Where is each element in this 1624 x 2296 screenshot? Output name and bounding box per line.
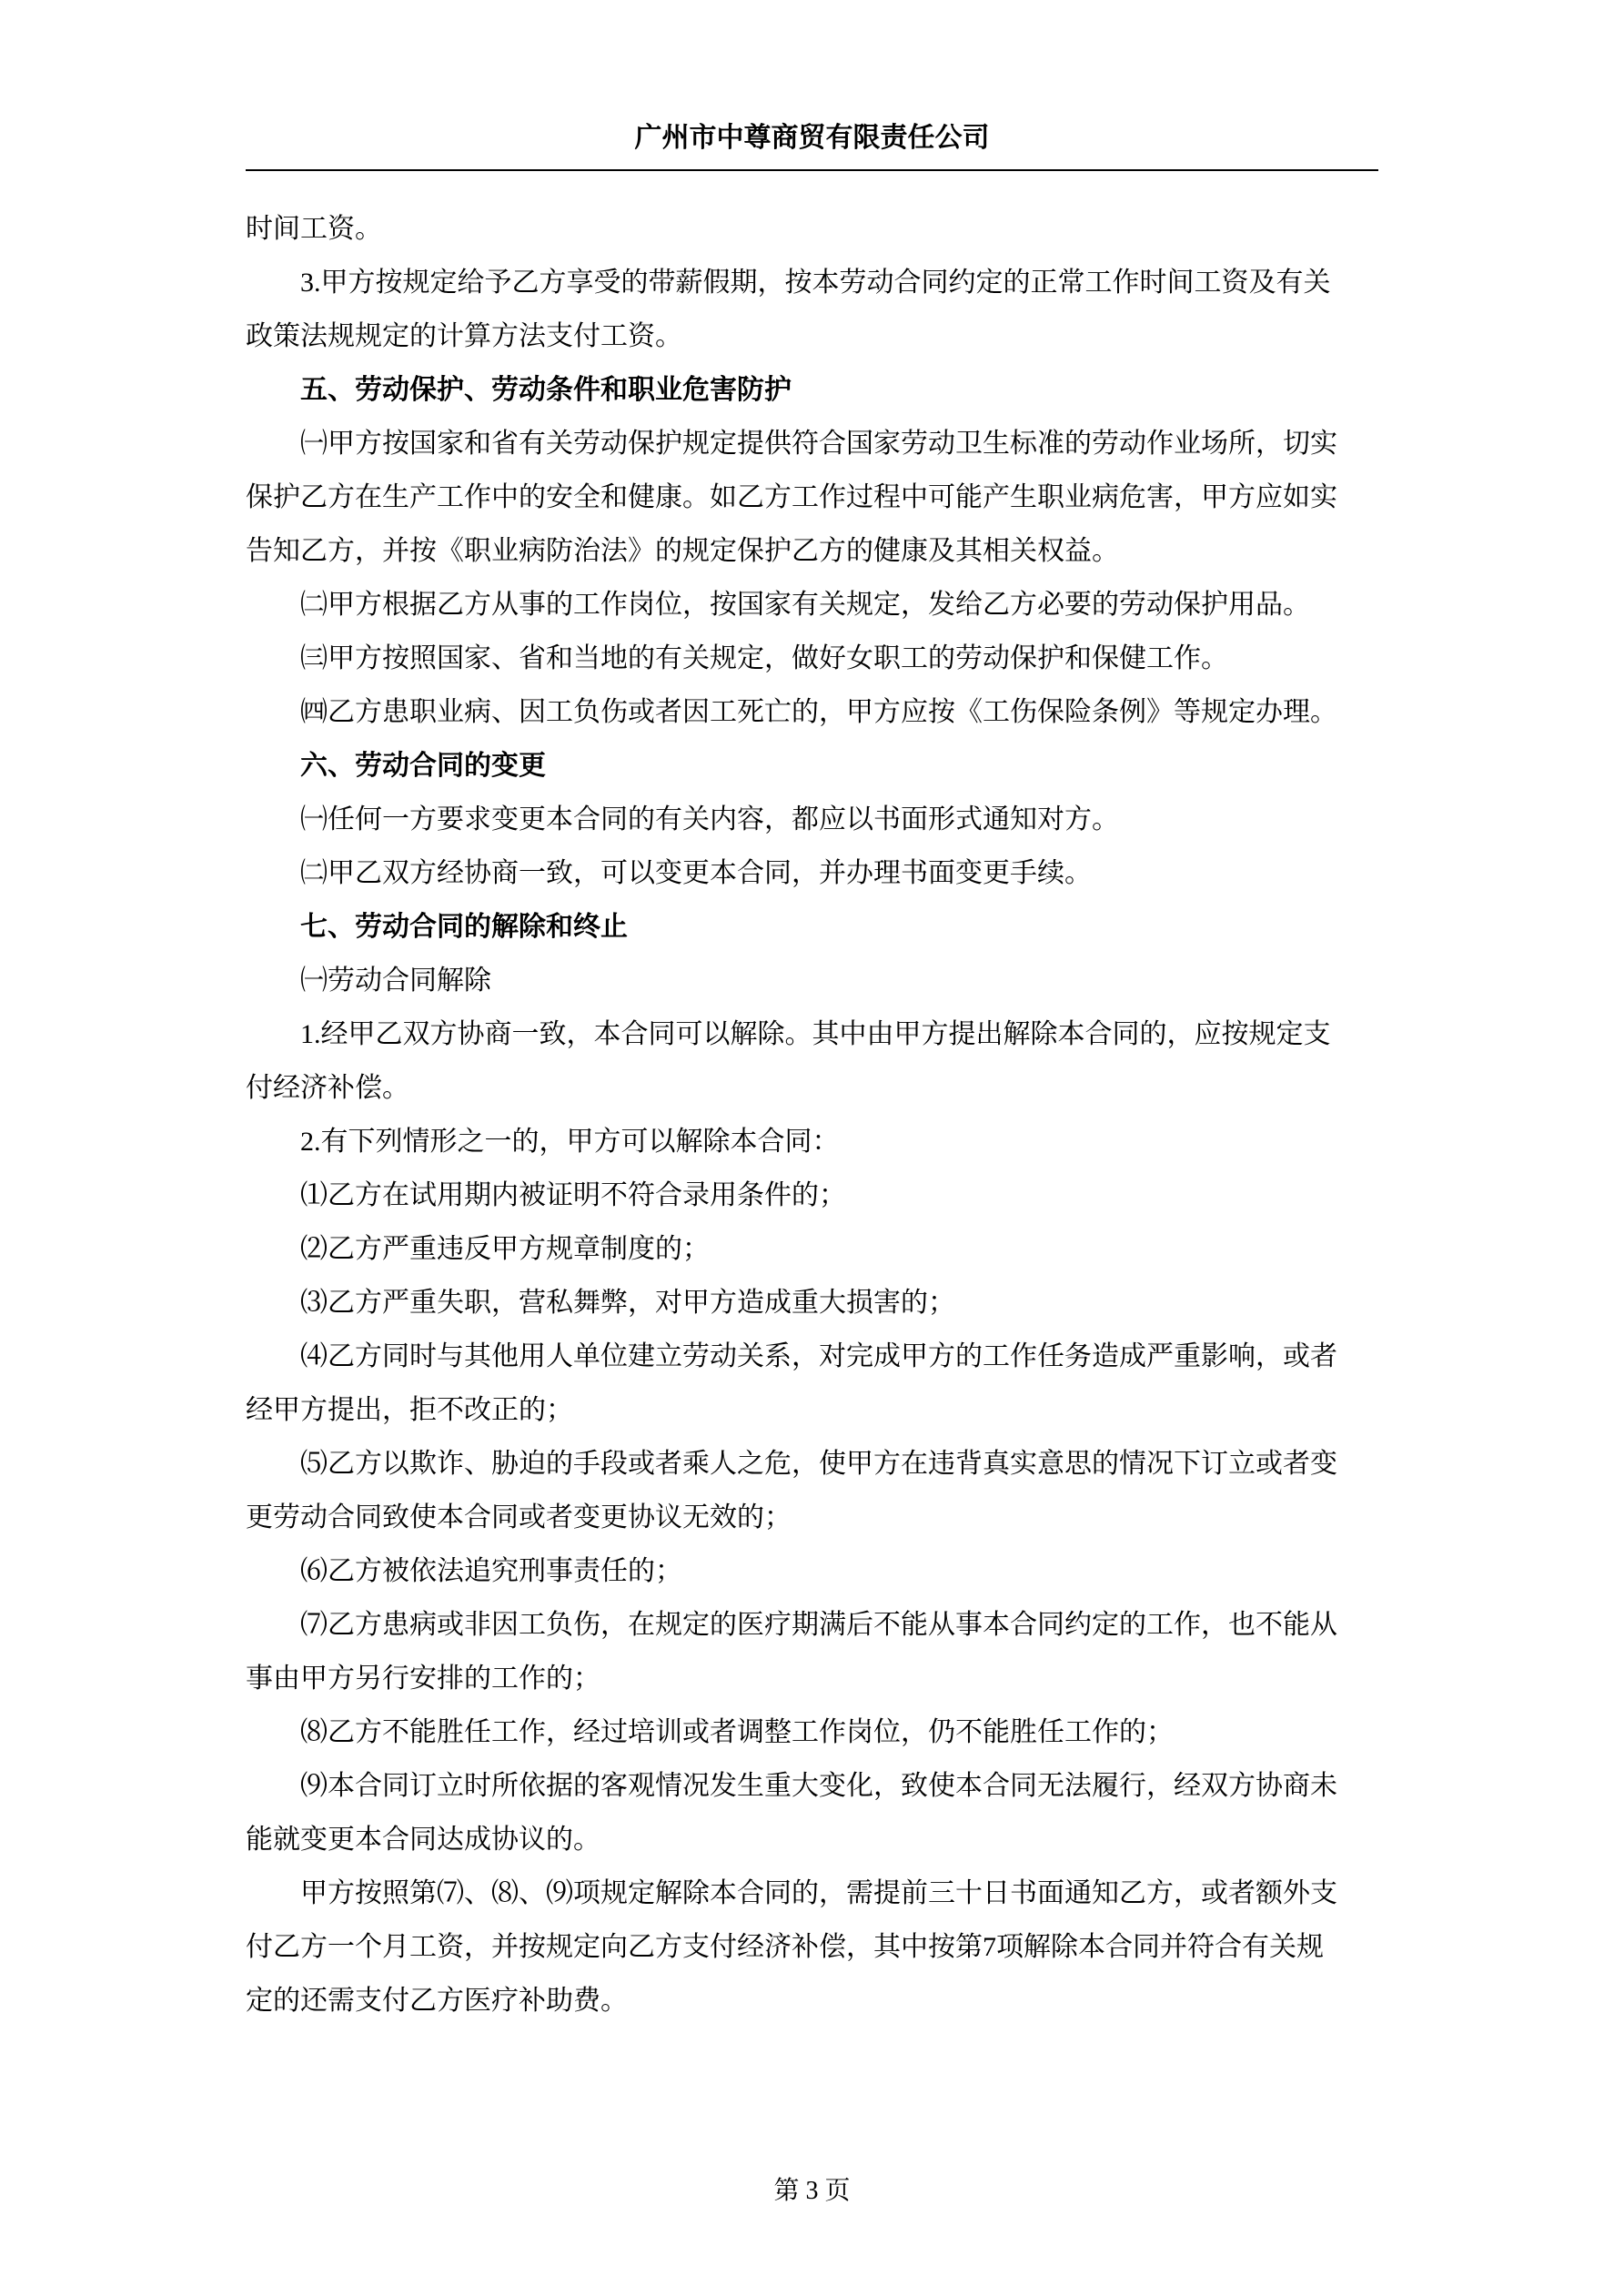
document-line: 1.经甲乙双方协商一致，本合同可以解除。其中由甲方提出解除本合同的，应按规定支: [300, 1019, 1331, 1049]
document-line: 付经济补偿。: [246, 1073, 409, 1103]
document-line: 3.甲方按规定给予乙方享受的带薪假期，按本劳动合同约定的正常工作时间工资及有关: [300, 268, 1331, 298]
document-line: 付乙方一个月工资，并按规定向乙方支付经济补偿，其中按第7项解除本合同并符合有关规: [246, 1932, 1324, 1962]
document-line: ⑷乙方同时与其他用人单位建立劳动关系，对完成甲方的工作任务造成严重影响，或者: [300, 1341, 1337, 1371]
document-line: 经甲方提出，拒不改正的；: [246, 1395, 573, 1425]
document-line: ⑺乙方患病或非因工负伤，在规定的医疗期满后不能从事本合同约定的工作，也不能从: [300, 1610, 1337, 1640]
document-line: ⑸乙方以欺诈、胁迫的手段或者乘人之危，使甲方在违背真实意思的情况下订立或者变: [300, 1449, 1337, 1479]
document-line: ⑼本合同订立时所依据的客观情况发生重大变化，致使本合同无法履行，经双方协商未: [300, 1771, 1337, 1801]
document-line: ㈡甲方根据乙方从事的工作岗位，按国家有关规定，发给乙方必要的劳动保护用品。: [300, 590, 1310, 620]
document-line: 七、劳动合同的解除和终止: [300, 912, 628, 942]
document-line: ⑹乙方被依法追究刑事责任的；: [300, 1556, 682, 1586]
document-line: ㈢甲方按照国家、省和当地的有关规定，做好女职工的劳动保护和保健工作。: [300, 643, 1228, 673]
document-line: ㈠劳动合同解除: [300, 966, 491, 996]
document-body: [246, 202, 1378, 2028]
document-line: ㈡甲乙双方经协商一致，可以变更本合同，并办理书面变更手续。: [300, 858, 1092, 888]
document-line: ㈣乙方患职业病、因工负伤或者因工死亡的，甲方应按《工伤保险条例》等规定办理。: [300, 697, 1337, 727]
document-line: 政策法规规定的计算方法支付工资。: [246, 321, 682, 351]
document-line: 六、劳动合同的变更: [300, 751, 546, 781]
document-line: 定的还需支付乙方医疗补助费。: [246, 1986, 628, 2016]
document-line: ⑴乙方在试用期内被证明不符合录用条件的；: [300, 1180, 846, 1210]
page-number: 第 3 页: [773, 2177, 851, 2205]
document-line: 保护乙方在生产工作中的安全和健康。如乙方工作过程中可能产生职业病危害，甲方应如实: [246, 482, 1337, 512]
document-line: 告知乙方，并按《职业病防治法》的规定保护乙方的健康及其相关权益。: [246, 536, 1119, 566]
document-line: 五、劳动保护、劳动条件和职业危害防护: [300, 375, 792, 405]
document-line: 更劳动合同致使本合同或者变更协议无效的；: [246, 1502, 792, 1532]
document-line: ㈠任何一方要求变更本合同的有关内容，都应以书面形式通知对方。: [300, 804, 1119, 834]
document-line: 甲方按照第⑺、⑻、⑼项规定解除本合同的，需提前三十日书面通知乙方，或者额外支: [300, 1878, 1337, 1908]
document-line: 能就变更本合同达成协议的。: [246, 1825, 600, 1855]
page-header-company: 广州市中尊商贸有限责任公司: [246, 115, 1378, 171]
document-line: ⑵乙方严重违反甲方规章制度的；: [300, 1234, 710, 1264]
document-line: 2.有下列情形之一的，甲方可以解除本合同：: [300, 1127, 840, 1157]
document-line: 事由甲方另行安排的工作的；: [246, 1664, 600, 1694]
document-line: ㈠甲方按国家和省有关劳动保护规定提供符合国家劳动卫生标准的劳动作业场所，切实: [300, 429, 1337, 459]
document-line: ⑻乙方不能胜任工作，经过培训或者调整工作岗位，仍不能胜任工作的；: [300, 1717, 1174, 1747]
document-line: ⑶乙方严重失职，营私舞弊，对甲方造成重大损害的；: [300, 1288, 955, 1318]
document-line: 时间工资。: [246, 214, 382, 244]
